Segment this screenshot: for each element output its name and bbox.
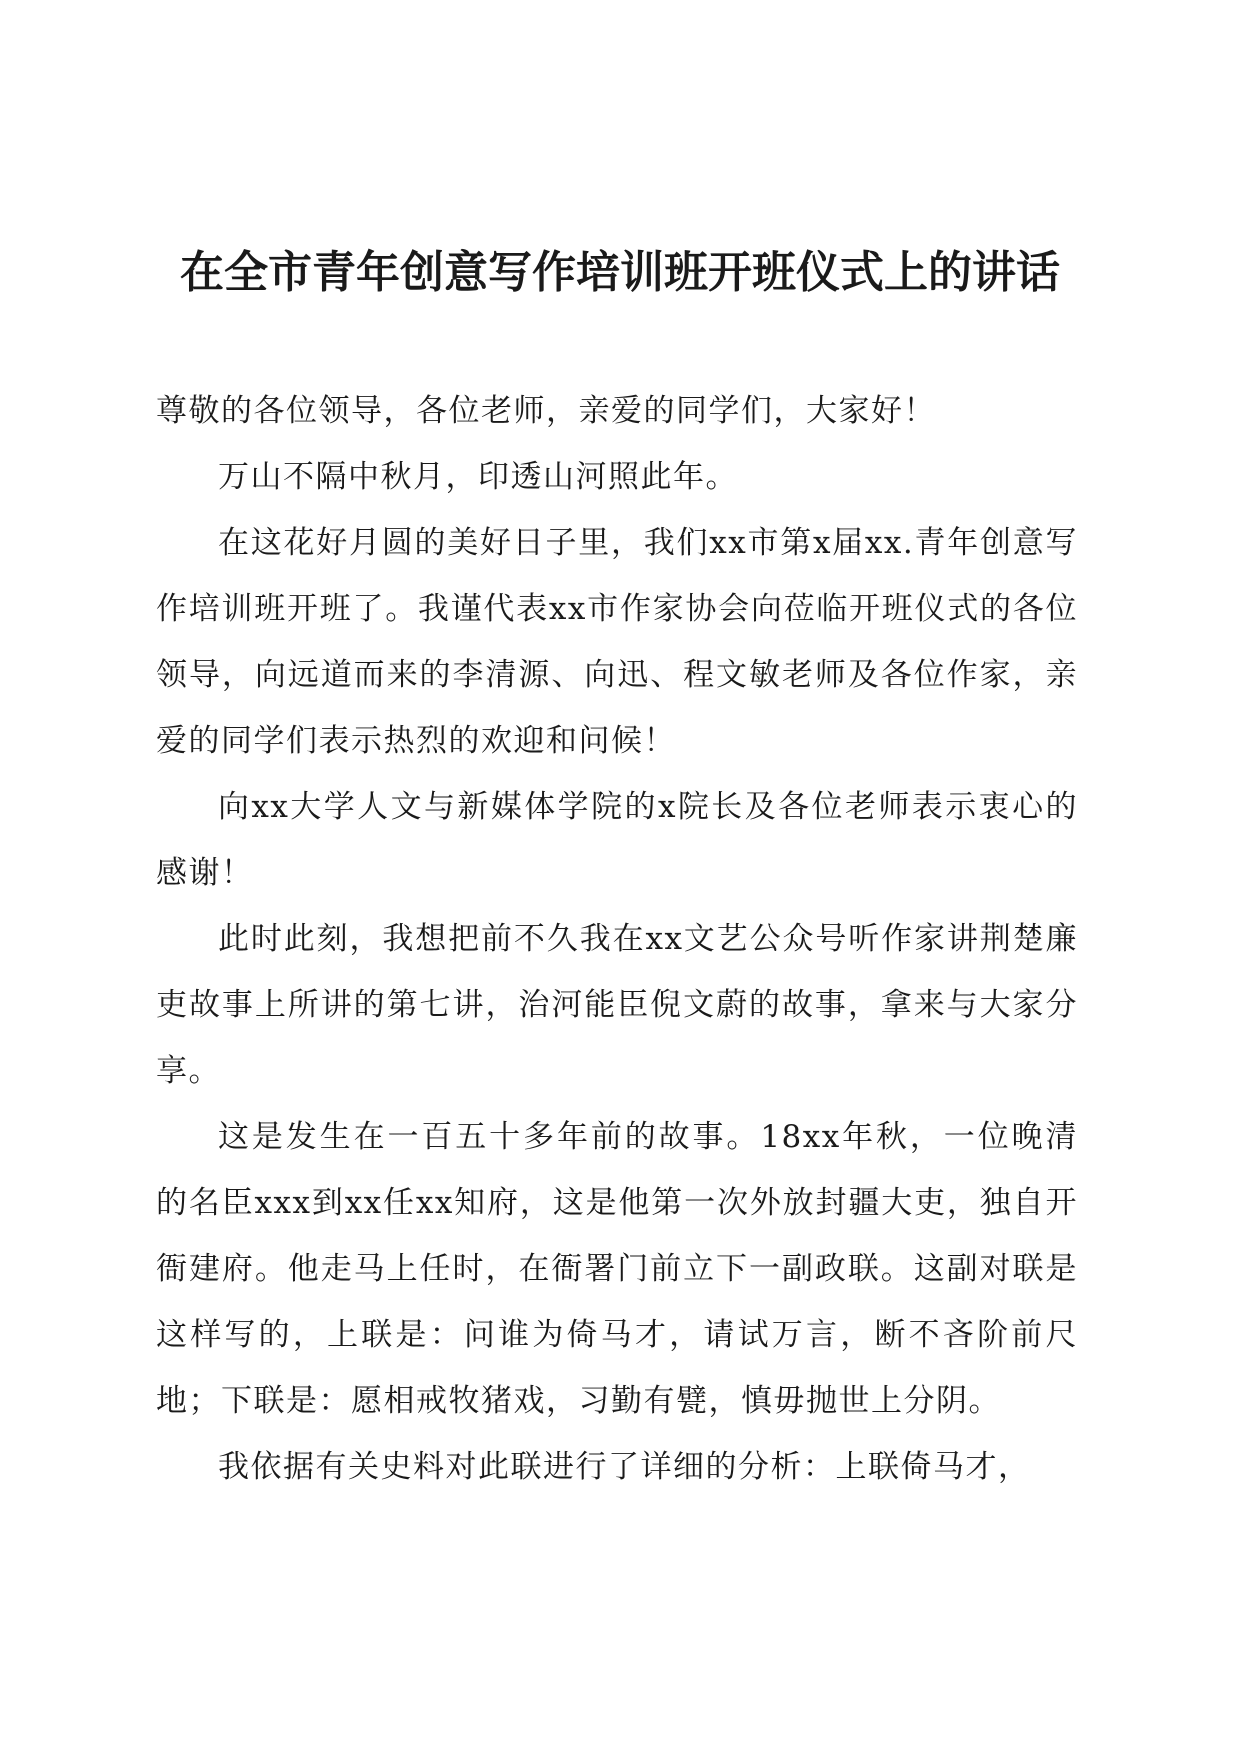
paragraph: 此时此刻，我想把前不久我在xx文艺公众号听作家讲荆楚廉吏故事上所讲的第七讲，治河能臣倪文蔚的故事，拿来与大家分享。: [156, 921, 1078, 1089]
document-title: 在全市青年创意写作培训班开班仪式上的讲话: [180, 247, 1060, 298]
paragraph-greeting: 尊敬的各位领导，各位老师，亲爱的同学们，大家好！: [156, 393, 936, 429]
paragraph: 在这花好月圆的美好日子里，我们xx市第x届xx.青年创意写作培训班开班了。我谨代表xx市作家协会向莅临开班仪式的各位领导，向远道而来的李清源、向迅、程文敏老师及各位作家，亲爱的同学们表示热烈的欢迎和问候！: [156, 525, 1078, 759]
paragraph: 万山不隔中秋月，印透山河照此年。: [218, 459, 738, 495]
paragraph: 这是发生在一百五十多年前的故事。18xx年秋，一位晚清的名臣xxx到xx任xx知府，这是他第一次外放封疆大吏，独自开衙建府。他走马上任时，在衙署门前立下一副政联。这副对联是这样写的，上联是：问谁为倚马才，请试万言，断不吝阶前尺地；下联是：愿相戒牧猪戏，习勤有甓，慎毋抛世上分阴。: [156, 1119, 1078, 1419]
document-body: [156, 378, 1078, 1500]
paragraph: 向xx大学人文与新媒体学院的x院长及各位老师表示衷心的感谢！: [156, 789, 1078, 891]
paragraph: 我依据有关史料对此联进行了详细的分析：上联倚马才，: [218, 1449, 1031, 1485]
